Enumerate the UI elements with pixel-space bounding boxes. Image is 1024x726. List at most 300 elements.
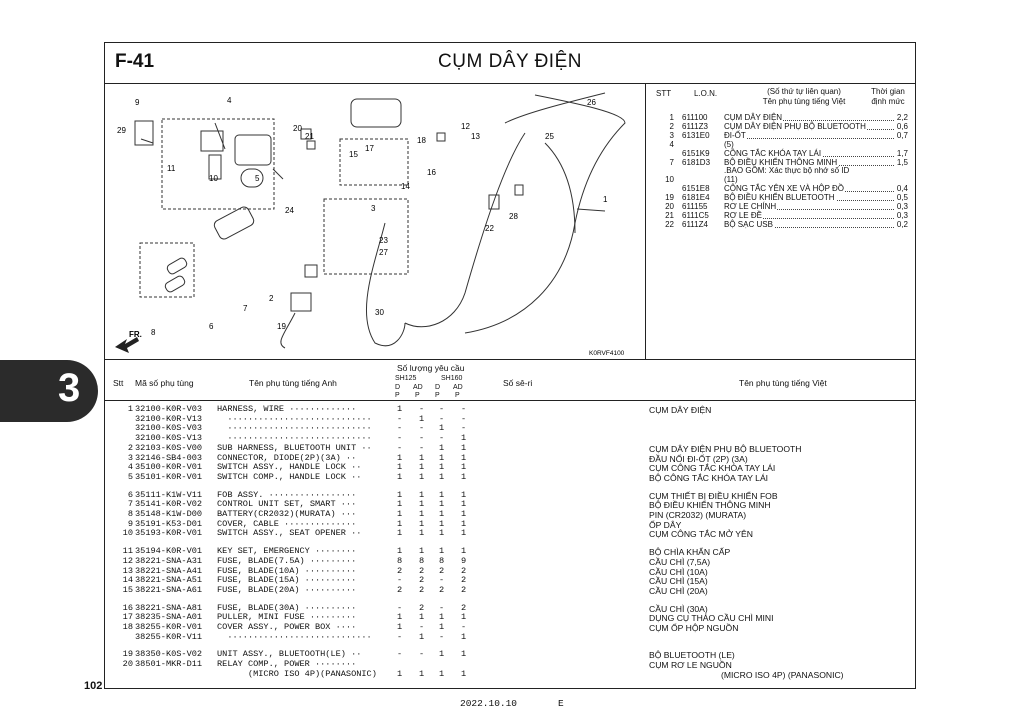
cell-qty-sh125-d: 1 bbox=[397, 612, 403, 623]
callout-6: 6 bbox=[209, 322, 214, 331]
callout-30: 30 bbox=[375, 308, 384, 317]
cell-part-number: 38255-K0R-V01 bbox=[135, 622, 203, 632]
labor-stt: 10 bbox=[665, 175, 674, 185]
cell-qty-sh160-d: 8 bbox=[439, 555, 445, 566]
cell-stt: 9 bbox=[127, 518, 133, 529]
cell-part-number: 32100-K0S-V03 bbox=[135, 423, 203, 434]
col-serial: Số sê-ri bbox=[503, 378, 533, 388]
cell-english-name: PULLER, MINI FUSE ········· bbox=[217, 612, 357, 623]
cell-english-name: SWITCH ASSY., HANDLE LOCK ·· bbox=[217, 462, 362, 473]
cell-qty-sh125-d: - bbox=[397, 649, 403, 660]
cell-qty-sh125-ad: 2 bbox=[419, 575, 425, 586]
cell-qty-sh125-d: 1 bbox=[397, 546, 403, 557]
fob-group-box bbox=[140, 243, 194, 297]
section-number: 3 bbox=[58, 366, 81, 410]
figure-title: CỤM DÂY ĐIỆN bbox=[438, 51, 582, 72]
callout-28: 28 bbox=[509, 212, 518, 221]
cell-qty-sh160-d: - bbox=[439, 413, 445, 424]
cell-qty-sh160-ad: 2 bbox=[461, 584, 467, 595]
cell-stt: 18 bbox=[122, 622, 133, 632]
cell-qty-sh125-d: 1 bbox=[397, 668, 403, 679]
labor-qty: 1,5 bbox=[896, 157, 908, 167]
cell-part-number: 35101-K0R-V01 bbox=[135, 471, 203, 482]
col-english-name: Tên phụ tùng tiếng Anh bbox=[249, 378, 337, 388]
callout-18: 18 bbox=[417, 136, 426, 145]
labor-qty: 0,2 bbox=[896, 219, 908, 229]
col-vietnamese-name: Tên phụ tùng tiếng Việt bbox=[739, 378, 827, 388]
cell-qty-sh125-ad: 2 bbox=[419, 584, 425, 595]
sub-ad-1: AD bbox=[413, 384, 423, 391]
cell-part-number: 38235-SNA-A01 bbox=[135, 612, 203, 623]
cell-qty-sh125-ad: 1 bbox=[419, 462, 425, 473]
handle-lock-part bbox=[235, 135, 271, 165]
cell-qty-sh160-ad: - bbox=[461, 413, 467, 424]
cell-qty-sh125-ad: 2 bbox=[419, 602, 425, 613]
fob-part bbox=[166, 257, 188, 276]
cell-stt: 6 bbox=[127, 489, 133, 500]
cell-vietnamese-name: BỘ BLUETOOTH (LE) bbox=[649, 650, 735, 661]
cell-qty-sh160-ad: 1 bbox=[461, 612, 467, 623]
cell-english-name: SWITCH COMP., HANDLE LOCK ·· bbox=[217, 471, 362, 482]
cell-part-number: 38221-SNA-A51 bbox=[135, 575, 203, 586]
sub-harness-connector-part bbox=[291, 293, 311, 311]
callout-29: 29 bbox=[117, 126, 126, 135]
cell-vietnamese-name: BỘ CÔNG TẮC KHÓA TAY LÁI bbox=[649, 472, 769, 483]
labor-name: CỤM DÂY ĐIỆN bbox=[724, 113, 783, 122]
cell-qty-sh125-ad: - bbox=[419, 622, 425, 632]
cell-qty-sh125-d: - bbox=[397, 423, 403, 434]
relay-part bbox=[307, 141, 315, 149]
cell-qty-sh160-ad: 1 bbox=[461, 509, 467, 519]
cell-english-name: UNIT ASSY., BLUETOOTH(LE) ·· bbox=[217, 649, 362, 660]
cell-qty-sh125-ad: 2 bbox=[419, 565, 425, 576]
cell-part-number: 38501-MKR-D11 bbox=[135, 659, 203, 670]
cell-part-number: 38221-SNA-A61 bbox=[135, 584, 203, 595]
cell-qty-sh125-d: 1 bbox=[397, 509, 403, 519]
cell-qty-sh160-d: - bbox=[439, 404, 445, 414]
smart-unit-part bbox=[213, 205, 256, 240]
callout-15: 15 bbox=[349, 150, 358, 159]
cell-qty-sh160-ad: 1 bbox=[461, 649, 467, 660]
fuse-box-group bbox=[340, 139, 408, 185]
cell-part-number: 35111-K1W-V11 bbox=[135, 489, 203, 500]
cell-qty-sh160-ad: 1 bbox=[461, 462, 467, 473]
harness-branch-b bbox=[545, 143, 575, 233]
cell-stt bbox=[113, 633, 133, 643]
cell-qty-sh160-ad: 2 bbox=[461, 565, 467, 576]
labor-stt: 3 bbox=[669, 130, 674, 140]
callout-5: 5 bbox=[255, 174, 260, 183]
cell-english-name: BATTERY(CR2032)(MURATA) ··· bbox=[217, 509, 357, 519]
labor-head-name-2: Tên phụ tùng tiếng Việt bbox=[762, 97, 846, 106]
cell-qty-sh125-ad: - bbox=[419, 433, 425, 444]
diagram-drawing bbox=[105, 83, 644, 359]
fuse-16-part bbox=[437, 133, 445, 141]
cell-qty-sh160-ad: 1 bbox=[461, 471, 467, 482]
cell-qty-sh125-d: 1 bbox=[397, 452, 403, 463]
cell-english-name: SWITCH ASSY., SEAT OPENER ·· bbox=[217, 528, 362, 539]
col-part-number: Mã số phụ tùng bbox=[135, 378, 194, 388]
cell-vietnamese-name: CỤM RƠ LE NGUỒN bbox=[649, 660, 732, 671]
cell-qty-sh125-ad: 1 bbox=[419, 509, 425, 519]
cell-qty-sh125-d: - bbox=[397, 433, 403, 444]
cell-vietnamese-name: BỘ ĐIỀU KHIỂN THÔNG MINH bbox=[649, 500, 771, 511]
cell-qty-sh160-d: 1 bbox=[439, 499, 445, 510]
callout-20: 20 bbox=[293, 124, 302, 133]
callout-16: 16 bbox=[427, 168, 436, 177]
cell-qty-sh125-ad: - bbox=[419, 649, 425, 660]
labor-stt: 7 bbox=[669, 157, 674, 167]
labor-lon: 6151E8 bbox=[682, 184, 710, 194]
power-box-cover-part bbox=[351, 99, 401, 127]
labor-qty: 0,6 bbox=[896, 121, 908, 131]
cell-qty-sh160-d: 1 bbox=[439, 622, 445, 632]
callout-8: 8 bbox=[151, 328, 156, 337]
cell-qty-sh160-d: 1 bbox=[439, 668, 445, 679]
cell-qty-sh160-ad: 1 bbox=[461, 452, 467, 463]
cell-english-name: FUSE, BLADE(30A) ·········· bbox=[217, 602, 357, 613]
callout-2: 2 bbox=[269, 294, 274, 303]
cell-qty-sh160-ad: 2 bbox=[461, 575, 467, 586]
cell-qty-sh125-d: 1 bbox=[397, 489, 403, 500]
callout-1: 1 bbox=[603, 195, 608, 204]
labor-stt: 22 bbox=[665, 219, 674, 229]
labor-name: CÔNG TẮC YÊN XE VÀ HỘP ĐỒ bbox=[724, 184, 845, 194]
cell-stt: 10 bbox=[122, 528, 133, 539]
cell-english-name: FUSE, BLADE(20A) ·········· bbox=[217, 584, 357, 595]
cell-stt: 12 bbox=[122, 555, 133, 566]
labor-name: .BAO GỒM: Xác thực bộ nhớ số ID bbox=[724, 166, 850, 176]
callout-26: 26 bbox=[587, 98, 596, 107]
harness-branch-a bbox=[405, 133, 525, 327]
section-tab bbox=[0, 360, 98, 422]
battery-part bbox=[164, 275, 186, 294]
cell-qty-sh160-d: 2 bbox=[439, 565, 445, 576]
cell-vietnamese-name: PIN (CR2032) (MURATA) bbox=[649, 510, 747, 520]
sub-p-1: P bbox=[395, 392, 400, 399]
cell-qty-sh125-d: - bbox=[397, 413, 403, 424]
cell-qty-sh125-d: - bbox=[397, 575, 403, 586]
cell-vietnamese-name: CỤM CÔNG TẮC KHÓA TAY LÁI bbox=[649, 463, 776, 474]
cell-part-number: 38221-SNA-A31 bbox=[135, 555, 203, 566]
labor-lon: 6111Z4 bbox=[682, 219, 708, 229]
callout-10: 10 bbox=[209, 174, 218, 183]
parts-table-header bbox=[105, 359, 915, 401]
callout-27: 27 bbox=[379, 248, 388, 257]
cell-qty-sh125-ad: 1 bbox=[419, 528, 425, 539]
cell-english-name: CONNECTOR, DIODE(2P)(3A) ·· bbox=[217, 452, 357, 463]
cell-vietnamese-name: CẦU CHÌ (30A) bbox=[649, 603, 708, 614]
cell-vietnamese-name: ỐP DÂY bbox=[649, 519, 682, 530]
sub-p-3: P bbox=[435, 392, 440, 399]
cell-part-number: 32100-K0R-V03 bbox=[135, 404, 203, 414]
cell-qty-sh125-ad: - bbox=[419, 404, 425, 414]
cell-english-name: FUSE, BLADE(10A) ·········· bbox=[217, 565, 357, 576]
page-number: 102 bbox=[84, 680, 103, 692]
cell-qty-sh125-d: 1 bbox=[397, 471, 403, 482]
cell-qty-sh160-d: - bbox=[439, 575, 445, 586]
footer-date: 2022.10.10 bbox=[460, 698, 518, 709]
cell-qty-sh125-d: 2 bbox=[397, 565, 403, 576]
exploded-diagram bbox=[105, 83, 646, 359]
cell-part-number: 32103-K0S-V00 bbox=[135, 442, 203, 453]
cell-qty-sh125-d: 1 bbox=[397, 404, 403, 414]
cell-part-number: 32100-K0R-V13 bbox=[135, 413, 203, 424]
col-stt: Stt bbox=[113, 378, 124, 388]
cell-qty-sh125-ad: 1 bbox=[419, 413, 425, 424]
labor-qty: 0,3 bbox=[896, 202, 908, 211]
sub-p-2: P bbox=[415, 392, 420, 399]
cell-vietnamese-name: CẦU CHÌ (7,5A) bbox=[649, 556, 711, 567]
cell-stt: 13 bbox=[122, 565, 133, 576]
figure-id: F-41 bbox=[115, 51, 155, 72]
cell-stt: 14 bbox=[122, 575, 133, 586]
cell-stt: 8 bbox=[127, 509, 133, 519]
labor-name: CỤM DÂY ĐIỆN PHỤ BỘ BLUETOOTH bbox=[724, 121, 866, 131]
cell-qty-sh160-d: 1 bbox=[439, 546, 445, 557]
cell-qty-sh125-d: - bbox=[397, 631, 403, 642]
labor-head-stt: STT bbox=[656, 89, 672, 98]
bluetooth-unit-part bbox=[305, 265, 317, 277]
labor-name: BỘ ĐIỀU KHIỂN BLUETOOTH bbox=[724, 193, 835, 203]
cell-qty-sh160-d: 1 bbox=[439, 518, 445, 529]
cell-part-number: 35194-K0R-V01 bbox=[135, 546, 203, 557]
labor-name: CÔNG TẮC KHÓA TAY LÁI bbox=[724, 148, 822, 158]
connector-28-part bbox=[515, 185, 523, 195]
cell-part-number: 35100-K0R-V01 bbox=[135, 462, 203, 473]
labor-stt: 2 bbox=[669, 121, 674, 131]
cell-vietnamese-name: CỤM DÂY ĐIỆN bbox=[649, 405, 712, 415]
cell-vietnamese-name: CỤM ỐP HỘP NGUỒN bbox=[649, 623, 739, 633]
cell-qty-sh160-ad: 1 bbox=[461, 528, 467, 539]
labor-qty: 0,7 bbox=[896, 130, 908, 140]
cell-vietnamese-name: ĐẦU NỐI ĐI-ỐT (2P) (3A) bbox=[649, 453, 748, 464]
labor-time-list bbox=[646, 83, 915, 359]
cell-qty-sh160-d: 1 bbox=[439, 442, 445, 453]
callout-4: 4 bbox=[227, 96, 232, 105]
labor-head-lon: L.O.N. bbox=[694, 89, 718, 98]
figure-header bbox=[105, 43, 915, 84]
labor-lon: 6111Z3 bbox=[682, 121, 708, 131]
cell-english-name: FOB ASSY. ················· bbox=[217, 489, 357, 500]
page-frame bbox=[104, 42, 916, 689]
col-quantity: Số lượng yêu cầu bbox=[397, 363, 465, 373]
cell-english-name: COVER ASSY., POWER BOX ···· bbox=[217, 622, 357, 632]
callout-7: 7 bbox=[243, 304, 248, 313]
labor-qty: 0,3 bbox=[896, 210, 908, 220]
cell-qty-sh160-ad: 9 bbox=[461, 555, 467, 566]
cell-english-name: ···························· bbox=[217, 423, 372, 434]
cell-qty-sh160-d: 1 bbox=[439, 489, 445, 500]
cell-qty-sh125-d: 2 bbox=[397, 584, 403, 595]
labor-head-time-1: Thời gian bbox=[871, 87, 905, 96]
cell-part-number: 38350-K0S-V02 bbox=[135, 649, 203, 660]
labor-name: RƠ LE ĐỀ bbox=[724, 210, 762, 220]
sub-d-2: D bbox=[435, 384, 441, 391]
labor-stt: 19 bbox=[665, 193, 674, 203]
labor-stt: 1 bbox=[669, 113, 674, 122]
cell-qty-sh125-ad: - bbox=[419, 423, 425, 434]
cell-qty-sh125-d: - bbox=[397, 602, 403, 613]
labor-name: ĐI-ỐT bbox=[724, 130, 746, 140]
labor-lon: 611155 bbox=[682, 202, 708, 211]
diode-group-box bbox=[324, 199, 408, 274]
front-arrow-icon bbox=[115, 337, 139, 353]
labor-lon: 6151K9 bbox=[682, 148, 710, 158]
cell-stt: 2 bbox=[127, 442, 133, 453]
fr-label: FR. bbox=[129, 330, 142, 339]
cell-part-number: 38255-K0R-V11 bbox=[135, 631, 203, 642]
cell-qty-sh160-d: 1 bbox=[439, 528, 445, 539]
cell-qty-sh160-ad: - bbox=[461, 404, 467, 414]
cell-qty-sh160-d: 1 bbox=[439, 649, 445, 660]
labor-qty: 2,2 bbox=[896, 113, 908, 122]
cell-stt: 3 bbox=[127, 452, 133, 463]
cell-qty-sh125-d: 1 bbox=[397, 499, 403, 510]
cell-part-number: 38221-SNA-A81 bbox=[135, 602, 203, 613]
callout-12: 12 bbox=[461, 122, 470, 131]
callout-23: 23 bbox=[379, 236, 388, 245]
labor-head-time bbox=[864, 87, 912, 107]
cell-qty-sh160-d: - bbox=[439, 433, 445, 444]
cell-qty-sh125-ad: - bbox=[419, 442, 425, 453]
cell-vietnamese-name: (MICRO ISO 4P) (PANASONIC) bbox=[721, 669, 844, 680]
callout-22: 22 bbox=[485, 224, 494, 233]
cell-english-name: FUSE, BLADE(15A) ·········· bbox=[217, 575, 357, 586]
callout-24: 24 bbox=[285, 206, 294, 215]
callout-19: 19 bbox=[277, 322, 286, 331]
cell-qty-sh160-ad: 2 bbox=[461, 602, 467, 613]
cell-qty-sh125-d: 1 bbox=[397, 622, 403, 632]
labor-row bbox=[652, 220, 914, 230]
callout-11: 11 bbox=[167, 164, 176, 173]
labor-head-name-1: (Số thứ tự liên quan) bbox=[767, 87, 841, 96]
labor-lon: 6111C5 bbox=[682, 210, 709, 220]
footer-edition: E bbox=[558, 698, 564, 709]
cell-english-name: ···························· bbox=[217, 631, 372, 642]
switch-group-box bbox=[162, 119, 274, 209]
labor-stt: 21 bbox=[665, 210, 674, 220]
callout-14: 14 bbox=[401, 182, 410, 191]
cell-english-name: HARNESS, WIRE ············· bbox=[217, 404, 357, 414]
cell-vietnamese-name: CẦU CHÌ (15A) bbox=[649, 576, 708, 587]
cell-vietnamese-name: CỤM THIẾT BỊ ĐIỀU KHIỂN FOB bbox=[649, 490, 778, 501]
labor-stt: 20 bbox=[665, 202, 674, 211]
labor-stt: 4 bbox=[669, 139, 674, 149]
cell-qty-sh160-ad: 1 bbox=[461, 442, 467, 453]
cell-stt bbox=[113, 670, 133, 680]
cell-english-name: RELAY COMP., POWER ········ bbox=[217, 659, 357, 670]
labor-qty: 1,7 bbox=[896, 148, 908, 158]
cell-stt: 7 bbox=[127, 499, 133, 510]
cell-qty-sh160-d: 1 bbox=[439, 452, 445, 463]
cell-english-name: FUSE, BLADE(7.5A) ········· bbox=[217, 555, 357, 566]
model-sh160: SH160 bbox=[441, 375, 463, 382]
cell-part-number: 35141-K0R-V02 bbox=[135, 499, 203, 510]
cell-qty-sh160-d: - bbox=[439, 602, 445, 613]
cell-part-number: 32100-K0S-V13 bbox=[135, 433, 203, 444]
cell-english-name: KEY SET, EMERGENCY ········ bbox=[217, 546, 357, 557]
cell-qty-sh160-ad: 1 bbox=[461, 668, 467, 679]
cell-qty-sh125-d: 1 bbox=[397, 518, 403, 529]
cell-qty-sh125-ad: 1 bbox=[419, 518, 425, 529]
cell-qty-sh125-ad: 1 bbox=[419, 612, 425, 623]
cell-english-name: CONTROL UNIT SET, SMART ··· bbox=[217, 499, 357, 510]
cell-english-name: COVER, CABLE ·············· bbox=[217, 518, 357, 529]
labor-qty: 0,4 bbox=[896, 184, 908, 194]
labor-qty: 0,5 bbox=[896, 193, 908, 203]
cell-part-number: 35193-K0R-V01 bbox=[135, 528, 203, 539]
cell-qty-sh125-ad: 1 bbox=[419, 546, 425, 557]
cell-qty-sh125-d: - bbox=[397, 442, 403, 453]
labor-lon: 611100 bbox=[682, 113, 708, 122]
cell-stt: 5 bbox=[127, 471, 133, 482]
sub-ad-2: AD bbox=[453, 384, 463, 391]
labor-lon: 6131E0 bbox=[682, 130, 710, 140]
labor-name: BỘ ĐIỀU KHIỂN THÔNG MINH bbox=[724, 157, 838, 167]
callout-17: 17 bbox=[365, 144, 374, 153]
labor-name: BỘ SẠC USB bbox=[724, 219, 773, 229]
cell-qty-sh160-ad: 1 bbox=[461, 489, 467, 500]
cell-qty-sh160-ad: - bbox=[461, 423, 467, 434]
cell-stt: 20 bbox=[122, 659, 133, 670]
model-sh125: SH125 bbox=[395, 375, 417, 382]
cell-qty-sh125-ad: 1 bbox=[419, 489, 425, 500]
cell-qty-sh125-d: 8 bbox=[397, 555, 403, 566]
callout-25: 25 bbox=[545, 132, 554, 141]
cell-qty-sh160-d: 1 bbox=[439, 612, 445, 623]
cell-stt: 4 bbox=[127, 462, 133, 473]
cell-stt: 19 bbox=[122, 649, 133, 660]
cell-vietnamese-name: CỤM DÂY ĐIỆN PHỤ BỘ BLUETOOTH bbox=[649, 443, 802, 454]
cell-qty-sh160-ad: 1 bbox=[461, 518, 467, 529]
cell-english-name: ···························· bbox=[217, 413, 372, 424]
cell-qty-sh160-d: 2 bbox=[439, 584, 445, 595]
cell-english-name: ···························· bbox=[217, 433, 372, 444]
callout-9: 9 bbox=[135, 98, 140, 107]
cell-qty-sh160-d: 1 bbox=[439, 423, 445, 434]
cell-qty-sh125-ad: 1 bbox=[419, 471, 425, 482]
cell-qty-sh160-d: 1 bbox=[439, 471, 445, 482]
cell-qty-sh160-ad: 1 bbox=[461, 631, 467, 642]
cell-qty-sh125-ad: 1 bbox=[419, 499, 425, 510]
cover-cable-part bbox=[135, 121, 153, 145]
labor-head-name bbox=[744, 87, 864, 107]
cell-vietnamese-name: CẦU CHÌ (20A) bbox=[649, 585, 708, 596]
cell-qty-sh125-ad: 8 bbox=[419, 555, 425, 566]
cell-stt bbox=[113, 424, 133, 434]
cell-qty-sh160-d: 1 bbox=[439, 462, 445, 473]
cell-stt: 15 bbox=[122, 584, 133, 595]
sub-d-1: D bbox=[395, 384, 401, 391]
cell-stt: 17 bbox=[122, 612, 133, 623]
cell-english-name: (MICRO ISO 4P)(PANASONIC) bbox=[217, 668, 377, 679]
cell-qty-sh125-d: 1 bbox=[397, 528, 403, 539]
labor-head-time-2: định mức bbox=[871, 97, 905, 106]
cell-qty-sh160-d: - bbox=[439, 631, 445, 642]
cell-qty-sh160-ad: 1 bbox=[461, 499, 467, 510]
figure-code: K0RVF4100 bbox=[589, 350, 625, 357]
cell-vietnamese-name: CẦU CHÌ (10A) bbox=[649, 566, 708, 577]
cell-part-number: 38221-SNA-A41 bbox=[135, 565, 203, 576]
cell-qty-sh160-d: 1 bbox=[439, 509, 445, 519]
cell-qty-sh125-ad: 1 bbox=[419, 631, 425, 642]
cell-qty-sh160-ad: - bbox=[461, 622, 467, 632]
callout-13: 13 bbox=[471, 132, 480, 141]
cell-vietnamese-name: CỤM CÔNG TẮC MỞ YÊN bbox=[649, 529, 753, 540]
labor-name: RƠ LE CHÍNH bbox=[724, 202, 777, 211]
labor-lon: 6181E4 bbox=[682, 193, 710, 203]
